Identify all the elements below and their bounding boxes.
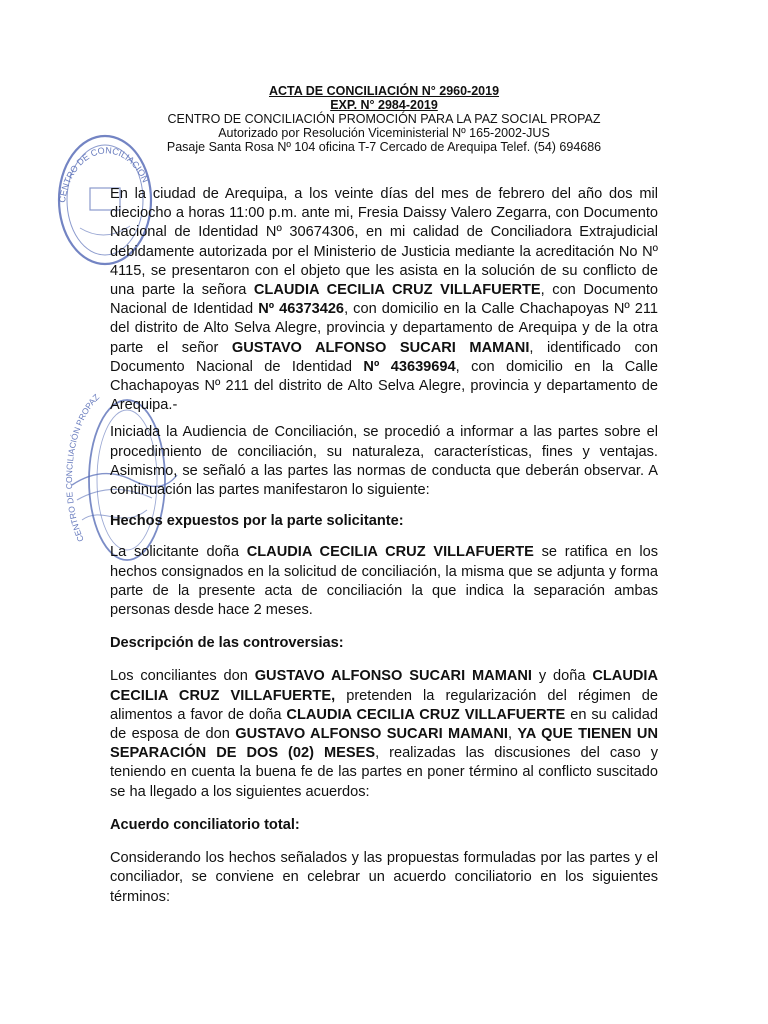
controversias-name-4: GUSTAVO ALFONSO SUCARI MAMANI (235, 726, 508, 743)
respondent-dni: Nº 43639694 (363, 358, 456, 375)
controversias-text-5: , (507, 726, 518, 743)
hechos-text-2: se ratifica en los hechos consignados en la solicitud de conciliación, la misma que se adjunta y forma parte de la presente acta de conciliación la que indica la separación ambas personas desde hace 2 meses. (110, 544, 658, 619)
address-line: Pasaje Santa Rosa Nº 104 oficina T-7 Cercado de Arequipa Telef. (54) 694686 (166, 140, 602, 154)
document-title: ACTA DE CONCILIACIÓN N° 2960-2019 (268, 84, 500, 98)
intro-text-3: , con domicilio en la Calle Chachapoyas Nº 211 del distrito de Alto Selva Alegre, provincia y departamento de Arequipa y de la otra parte el señor (110, 301, 658, 356)
stamp1-text: CENTRO DE CONCILIACION (57, 145, 151, 204)
document-body (110, 185, 658, 915)
authorization-line: Autorizado por Resolución Viceministerial Nº 165-2002-JUS (218, 126, 550, 140)
intro-text-1: En la ciudad de Arequipa, a los veinte días del mes de febrero del año dos mil dieciocho a horas 11:00 p.m. ante mi, Fresia Daissy Valero Zegarra, con Documento Nacional de Identidad Nº 30674306, en mi calidad de Conciliadora Extrajudicial debidamente autorizada por el Ministerio de Justicia mediante la acreditación No Nº 4115, se presentaron con el objeto que les asista en la solución de su conflicto de una parte la señora (110, 186, 658, 299)
controversias-text-4: en su calidad de esposa de don (110, 706, 658, 743)
stamp2-text: CENTRO DE CONCILIACIÓN PROPAZ (63, 391, 102, 544)
document-header (110, 84, 658, 154)
controversias-text-6: , realizadas las discusiones del caso y teniendo en cuenta la buena fe de las partes en poner término al conflicto suscitado se ha llegado a los siguientes acuerdos: (110, 745, 658, 800)
intro-paragraph (110, 185, 658, 415)
controversias-text-1: Los conciliantes don (110, 668, 255, 685)
controversias-name-1: GUSTAVO ALFONSO SUCARI MAMANI (254, 668, 532, 685)
expedient-number: EXP. N° 2984-2019 (330, 98, 438, 112)
applicant-name: CLAUDIA CECILIA CRUZ VILLAFUERTE (253, 282, 541, 299)
controversias-name-3: CLAUDIA CECILIA CRUZ VILLAFUERTE (286, 706, 566, 723)
center-name: CENTRO DE CONCILIACIÓN PROMOCIÓN PARA LA PAZ SOCIAL PROPAZ (167, 112, 601, 126)
acuerdo-heading: Acuerdo conciliatorio total: (110, 816, 300, 833)
controversias-paragraph (110, 667, 658, 801)
svg-text:CENTRO DE CONCILIACIÓN PROPAZ (64, 392, 101, 543)
intro-text-2: , con Documento Nacional de Identidad (110, 282, 659, 318)
respondent-name: GUSTAVO ALFONSO SUCARI MAMANI (231, 339, 530, 356)
controversias-text-3: pretenden la regularización del régimen de alimentos a favor de doña (110, 687, 659, 723)
hechos-paragraph (110, 543, 658, 620)
controversias-text-2: y doña (532, 668, 593, 685)
intro-text-4: , identificado con Documento Nacional de Identidad (110, 339, 658, 375)
controversias-heading: Descripción de las controversias: (110, 635, 344, 652)
controversias-separation: YA QUE TIENEN UN SEPARACIÓN DE DOS (02) MESES (110, 726, 659, 762)
intro-text-5: , con domicilio en la Calle Chachapoyas Nº 211 del distrito de Alto Selva Alegre, provincia y departamento de Arequipa.- (110, 358, 659, 414)
acuerdo-paragraph: Considerando los hechos señalados y las propuestas formuladas por las partes y el conciliador, se conviene en celebrar un acuerdo conciliatorio en los siguientes términos: (110, 850, 658, 905)
hechos-heading: Hechos expuestos por la parte solicitante: (110, 513, 404, 530)
hechos-text-1: La solicitante doña (110, 544, 247, 561)
hechos-applicant-name: CLAUDIA CECILIA CRUZ VILLAFUERTE (246, 544, 534, 561)
audiencia-paragraph: Iniciada la Audiencia de Conciliación, se procedió a informar a las partes sobre el procedimiento de conciliación, su naturaleza, características, fines y ventajas. Asimismo, se señaló a las partes las normas de conducta que deberán observar. A continuación las partes manifestaron lo siguiente: (110, 424, 658, 499)
applicant-dni: Nº 46373426 (258, 301, 345, 318)
controversias-name-2: CLAUDIA CECILIA CRUZ VILLAFUERTE, (110, 668, 658, 704)
